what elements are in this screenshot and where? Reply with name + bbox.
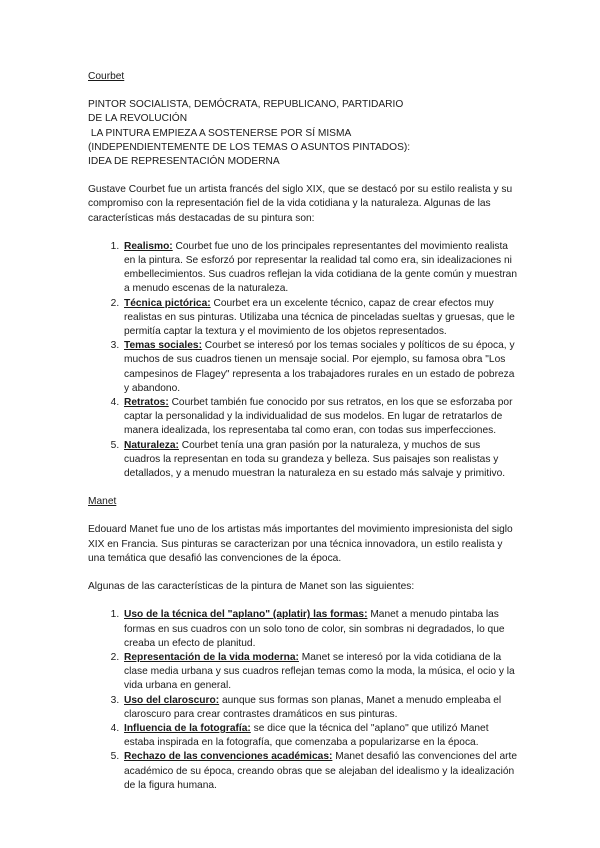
list-term: Temas sociales: (124, 340, 202, 352)
list-item (122, 608, 518, 651)
manet-intro-2: Algunas de las características de la pintura de Manet son las siguientes: (88, 581, 415, 593)
list-term: Realismo: (124, 240, 173, 252)
summary-line: LA PINTURA EMPIEZA A SOSTENERSE POR SÍ MISMA (88, 127, 352, 139)
list-term: Uso de la técnica del "aplano" (aplatir) las formas: (124, 609, 368, 621)
list-item (122, 339, 518, 396)
list-item (122, 750, 518, 793)
list-text: Manet a menudo pintaba las formas en sus cuadros con un solo tono de color, sin sombras ni degradados, lo que creaba un efecto de planitud. (124, 609, 505, 649)
summary-line: PINTOR SOCIALISTA, DEMÓCRATA, REPUBLICANO, PARTIDARIO (88, 99, 404, 111)
list-text: Courbet era un excelente técnico, capaz de crear efectos muy realistas en sus pinturas. Utilizaba una técnica de pinceladas sueltas y gruesas, que le permitía captar la textura y el movimiento de los objetos representados. (124, 297, 515, 338)
courbet-intro: Gustave Courbet fue un artista francés del siglo XIX, que se destacó por su estilo realista y su compromiso con la representación fiel de la vida cotidiana y la naturaleza. Algunas de las características más destacadas de su pintura son: (88, 184, 513, 224)
list-term: Retratos: (124, 397, 169, 409)
list-term: Técnica pictórica: (124, 297, 211, 309)
summary-line: IDEA DE REPRESENTACIÓN MODERNA (88, 156, 280, 168)
courbet-list (88, 240, 518, 481)
section-title-manet: Manet (88, 496, 117, 508)
list-text: se dice que la técnica del "aplano" que utilizó Manet estaba inspirada en la fotografía, que comenzaba a popularizarse en la época. (124, 722, 489, 749)
list-text: Courbet fue uno de los principales representantes del movimiento realista en la pintura. Se esforzó por representar la realidad tal como era, sin idealizaciones ni embellecimientos. Sus cuadros reflejan la vida cotidiana de la gente común y muestran a menudo escenas de la naturaleza. (124, 240, 517, 295)
list-text: Courbet se interesó por los temas sociales y políticos de su época, y muchos de sus cuadros tienen un mensaje social. Por ejemplo, su famosa obra "Los campesinos de Flagey" representa a los trabajadores rurales en un estado de pobreza y abandono. (124, 340, 515, 394)
list-item (122, 694, 518, 722)
list-text: Manet se interesó por la vida cotidiana de la clase media urbana y sus cuadros reflejan temas como la moda, la música, el ocio y la vida urbana en general. (124, 651, 515, 692)
list-text: Manet desafió las convenciones del arte académico de su época, creando obras que se alejaban del idealismo y la idealización de la figura humana. (124, 751, 517, 791)
list-item (122, 722, 518, 750)
list-item (122, 396, 518, 439)
list-term: Uso del claroscuro: (124, 694, 220, 706)
list-term: Naturaleza: (124, 439, 179, 451)
list-item (122, 651, 518, 694)
summary-line: (INDEPENDIENTEMENTE DE LOS TEMAS O ASUNTOS PINTADOS): (88, 141, 411, 153)
list-item (122, 439, 518, 482)
list-term: Rechazo de las convenciones académicas: (124, 751, 333, 763)
manet-intro: Edouard Manet fue uno de los artistas más importantes del movimiento impresionista del siglo XIX en Francia. Sus pinturas se caracterizan por una técnica innovadora, un estilo realista y una temática que desafió las convenciones de la época. (88, 524, 513, 564)
list-text: Courbet también fue conocido por sus retratos, en los que se esforzaba por captar la personalidad y la individualidad de sus modelos. En lugar de retratarlos de manera idealizada, los representaba tal como eran, con todas sus imperfecciones. (124, 397, 513, 437)
section-title-courbet: Courbet (88, 71, 125, 82)
manet-list (88, 608, 518, 793)
list-item (122, 297, 518, 340)
list-text: aunque sus formas son planas, Manet a menudo empleaba el claroscuro para crear contrastes dramáticos en sus pinturas. (124, 694, 502, 720)
courbet-summary (88, 98, 518, 169)
list-text: Courbet tenía una gran pasión por la naturaleza, y muchos de sus cuadros la representan en toda su grandeza y belleza. Sus paisajes son realistas y detallados, y a menudo muestran la naturaleza en su estado más salvaje y primitivo. (124, 439, 506, 480)
summary-line: DE LA REVOLUCIÓN (88, 113, 188, 125)
list-term: Influencia de la fotografía: (124, 722, 251, 734)
list-item (122, 240, 518, 297)
document-page (88, 70, 518, 793)
list-term: Representación de la vida moderna: (124, 651, 299, 663)
